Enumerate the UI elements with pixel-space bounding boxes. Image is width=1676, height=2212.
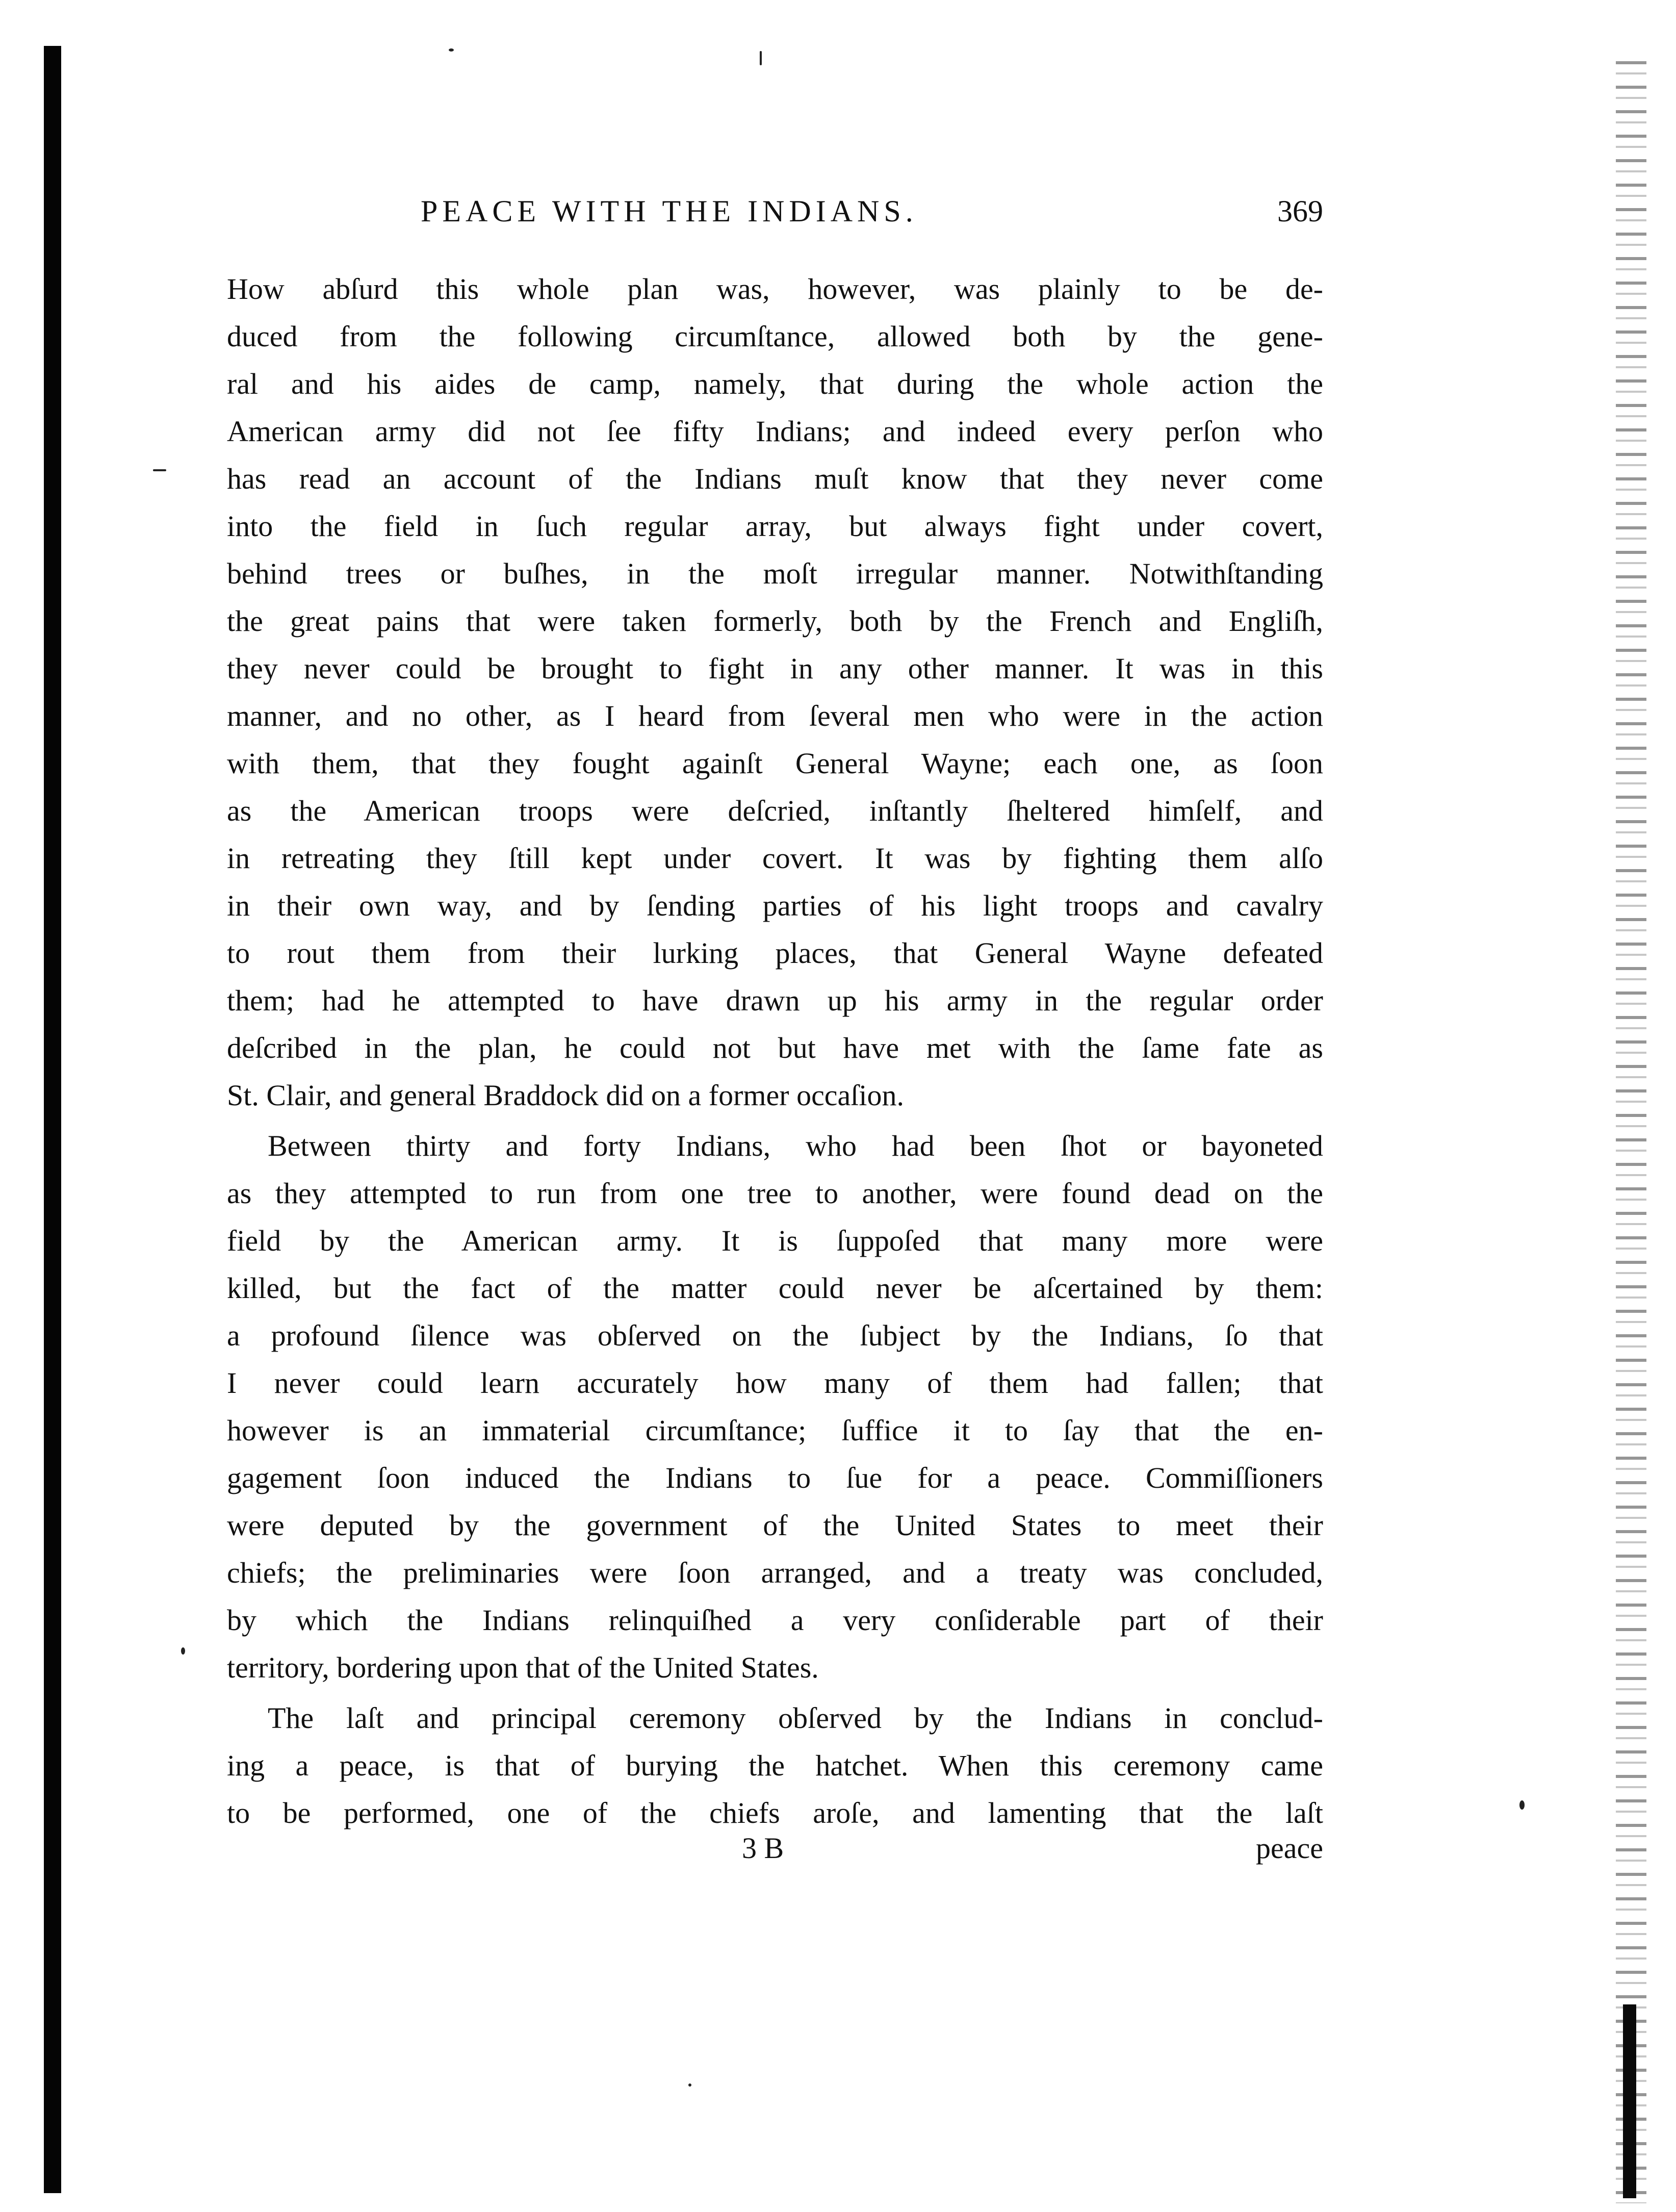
scan-speck bbox=[153, 469, 166, 471]
signature-mark: 3 B bbox=[742, 1832, 784, 1865]
text-line: with them, that they fought againſt General Wayne; each one, as ſoon bbox=[227, 747, 1323, 780]
text-line: as they attempted to run from one tree to another, were found dead on the bbox=[227, 1177, 1323, 1210]
text-line: gagement ſoon induced the Indians to ſue for a peace. Commiſſioners bbox=[227, 1461, 1323, 1494]
text-line: field by the American army. It is ſuppoſed that many more were bbox=[227, 1224, 1323, 1257]
paragraph bbox=[227, 1694, 1323, 1837]
text-line: they never could be brought to fight in any other manner. It was in this bbox=[227, 652, 1323, 685]
text-line: has read an account of the Indians muſt know that they never come bbox=[227, 462, 1323, 495]
scan-speck bbox=[688, 2083, 691, 2087]
text-line: The laſt and principal ceremony obſerved by the Indians in conclud- bbox=[268, 1701, 1323, 1735]
text-line: How abſurd this whole plan was, however, was plainly to be de- bbox=[227, 272, 1323, 306]
catchword: peace bbox=[1256, 1832, 1323, 1865]
text-line: American army did not ſee fifty Indians; and indeed every perſon who bbox=[227, 415, 1323, 448]
text-line: as the American troops were deſcried, inſtantly ſheltered himſelf, and bbox=[227, 794, 1323, 827]
page-number: 369 bbox=[1277, 194, 1323, 228]
text-line: duced from the following circumſtance, allowed both by the gene- bbox=[227, 320, 1323, 353]
text-line: ing a peace, is that of burying the hatchet. When this ceremony came bbox=[227, 1749, 1323, 1782]
text-line: them; had he attempted to have drawn up his army in the regular order bbox=[227, 984, 1323, 1017]
text-line: deſcribed in the plan, he could not but have met with the ſame fate as bbox=[227, 1031, 1323, 1064]
running-head bbox=[227, 194, 1323, 250]
text-line: ral and his aides de camp, namely, that during the whole action the bbox=[227, 367, 1323, 400]
text-line: St. Clair, and general Braddock did on a former occaſion. bbox=[227, 1079, 905, 1112]
text-line: manner, and no other, as I heard from ſeveral men who were in the action bbox=[227, 699, 1323, 732]
scan-binding-shadow bbox=[44, 46, 61, 2193]
paragraph bbox=[227, 1122, 1323, 1691]
text-line: into the field in ſuch regular array, but always fight under covert, bbox=[227, 510, 1323, 543]
text-line: territory, bordering upon that of the United States. bbox=[227, 1651, 819, 1684]
text-line: in retreating they ſtill kept under covert. It was by fighting them alſo bbox=[227, 842, 1323, 875]
text-line: I never could learn accurately how many of them had fallen; that bbox=[227, 1366, 1323, 1400]
scan-speck bbox=[760, 51, 762, 65]
text-line: a profound ſilence was obſerved on the ſubject by the Indians, ſo that bbox=[227, 1319, 1323, 1352]
body-text bbox=[227, 265, 1323, 1837]
text-line: in their own way, and by ſending parties of his light troops and cavalry bbox=[227, 889, 1323, 922]
text-line: chiefs; the preliminaries were ſoon arranged, and a treaty was concluded, bbox=[227, 1556, 1323, 1589]
running-head-title: PEACE WITH THE INDIANS. bbox=[421, 194, 918, 228]
text-line: were deputed by the government of the United States to meet their bbox=[227, 1509, 1323, 1542]
scan-edge-noise bbox=[1616, 61, 1646, 2203]
text-line: however is an immaterial circumſtance; ſuffice it to ſay that the en- bbox=[227, 1414, 1323, 1447]
text-line: Between thirty and forty Indians, who had been ſhot or bayoneted bbox=[268, 1129, 1323, 1162]
scan-edge-shadow bbox=[1623, 2004, 1636, 2198]
text-line: the great pains that were taken formerly, both by the French and Engliſh, bbox=[227, 604, 1323, 638]
scan-speck bbox=[1519, 1800, 1525, 1810]
paragraph bbox=[227, 265, 1323, 1119]
scan-speck bbox=[181, 1647, 185, 1655]
scan-speck bbox=[449, 48, 454, 52]
text-line: behind trees or buſhes, in the moſt irregular manner. Notwithſtanding bbox=[227, 557, 1323, 590]
text-line: killed, but the fact of the matter could never be aſcertained by them: bbox=[227, 1272, 1323, 1305]
text-line: to be performed, one of the chiefs aroſe, and lamenting that the laſt bbox=[227, 1796, 1323, 1829]
text-line: by which the Indians relinquiſhed a very conſiderable part of their bbox=[227, 1604, 1323, 1637]
text-line: to rout them from their lurking places, that General Wayne defeated bbox=[227, 936, 1323, 970]
book-page bbox=[227, 194, 1323, 1865]
